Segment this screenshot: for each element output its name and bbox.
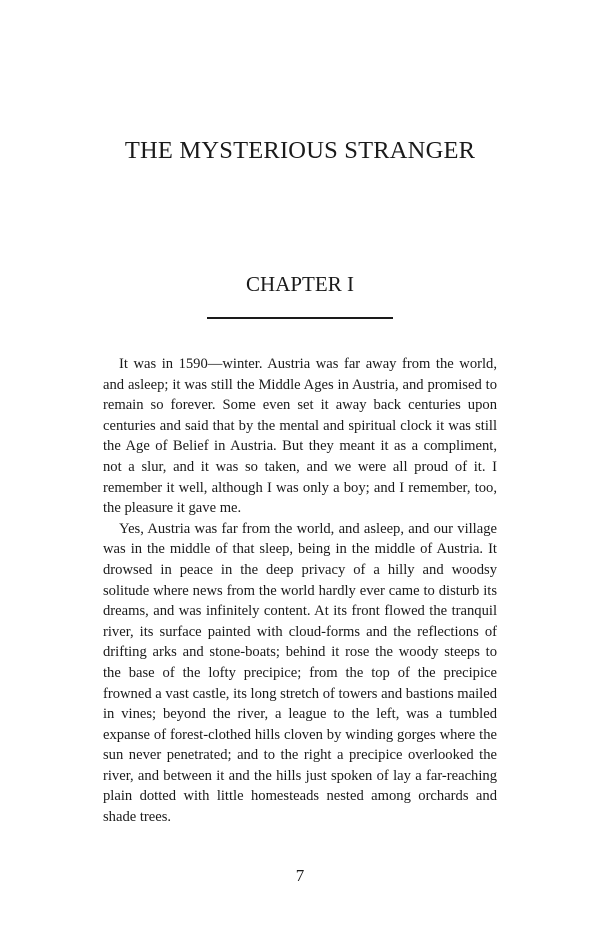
- chapter-title: CHAPTER I: [246, 272, 354, 296]
- chapter-divider-rule: [207, 317, 393, 319]
- paragraph-1: It was in 1590—winter. Austria was far away from the world, and asleep; it was still the Middle Ages in Austria, and promised to remain so forever. Some even set it away back centuries upon centuries and said that by the mental and spiritual clock it was still the Age of Belief in Austria. But they meant it as a compliment, not a slur, and it was so taken, and we were all proud of it. I remember it well, although I was only a boy; and I remember, too, the pleasure it gave me.: [103, 356, 497, 517]
- body-text: [103, 354, 497, 828]
- book-title: THE MYSTERIOUS STRANGER: [124, 137, 476, 164]
- page-number: 7: [295, 866, 305, 885]
- paragraph-2: Yes, Austria was far from the world, and asleep, and our village was in the middle of that sleep, being in the middle of Austria. It drowsed in peace in the deep privacy of a hilly and woodsy solitude where news from the world hardly ever came to disturb its dreams, and was infinitely content. At its front flowed the tranquil river, its surface painted with cloud-forms and the reflections of drifting arks and stone-boats; behind it rose the woody steeps to the base of the lofty precipice; from the top of the precipice frowned a vast castle, its long stretch of towers and bastions mailed in vines; beyond the river, a league to the left, was a tumbled expanse of forest-clothed hills cloven by winding gorges where the sun never penetrated; and to the right a precipice overlooked the river, and between it and the hills just spoken of lay a far-reaching plain dotted with little homesteads nested among orchards and shade trees.: [103, 520, 497, 826]
